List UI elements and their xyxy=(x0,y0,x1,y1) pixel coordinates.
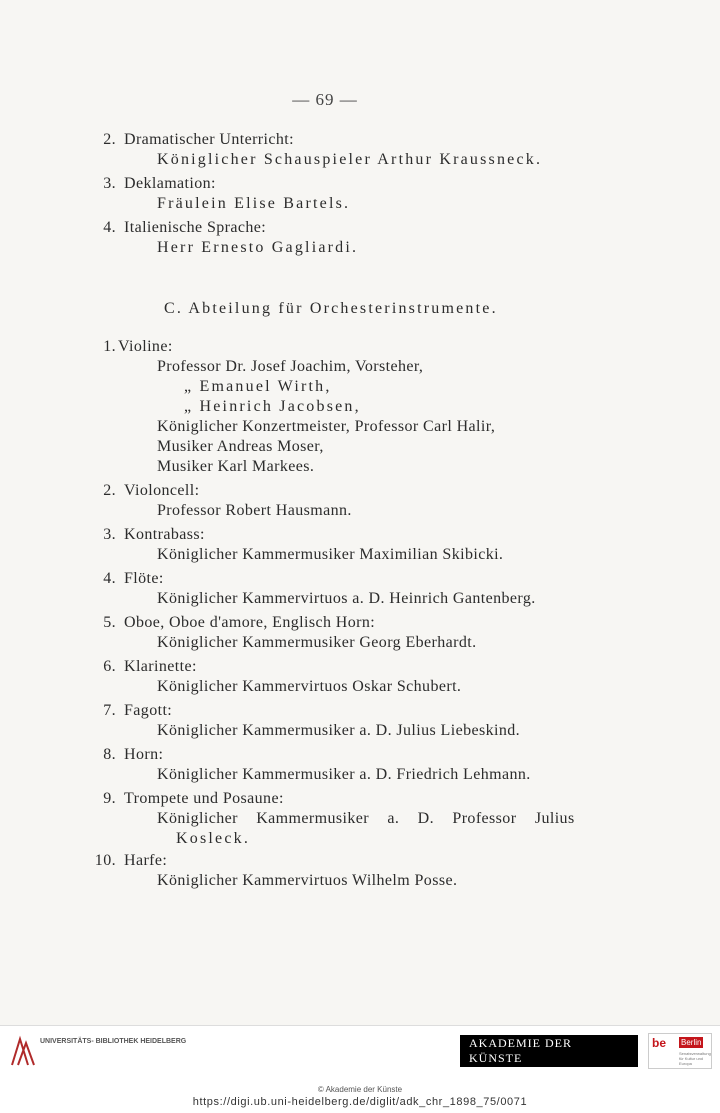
permalink-url[interactable]: https://digi.ub.uni-heidelberg.de/diglit/adk_chr_1898_75/0071 xyxy=(192,1096,528,1108)
item-number: 2. xyxy=(103,131,116,148)
berlin-senate-logo[interactable] xyxy=(648,1033,712,1069)
item-title: Violine: xyxy=(118,338,173,355)
item-entry: Professor Dr. Josef Joachim, Vorsteher, xyxy=(157,358,424,375)
item-entry: Königlicher Konzertmeister, Professor Carl Halir, xyxy=(157,418,496,435)
item-title: Horn: xyxy=(124,746,164,763)
item-entry: „ Emanuel Wirth, xyxy=(184,378,332,395)
item-number: 4. xyxy=(103,570,116,587)
item-entry: Musiker Karl Markees. xyxy=(157,458,315,475)
item-entry: Kosleck. xyxy=(176,830,251,847)
item-number: 3. xyxy=(103,526,116,543)
item-entry: Königlicher Kammervirtuos Oskar Schubert. xyxy=(157,678,462,695)
item-number: 3. xyxy=(103,175,116,192)
item-title: Kontrabass: xyxy=(124,526,205,543)
item-entry: Königlicher Kammervirtuos a. D. Heinrich Gantenberg. xyxy=(157,590,536,607)
item-number: 2. xyxy=(103,482,116,499)
item-entry: Königlicher Kammermusiker a. D. Friedrich Lehmann. xyxy=(157,766,531,783)
item-entry: Königlicher Kammermusiker Maximilian Skibicki. xyxy=(157,546,504,563)
be-logo-text: be xyxy=(652,1036,667,1050)
section-heading: C. Abteilung für Orchesterinstrumente. xyxy=(164,300,498,317)
item-entry: Königlicher Schauspieler Arthur Kraussneck. xyxy=(157,151,543,168)
adk-label: AKADEMIE DER KÜNSTE xyxy=(459,1031,639,1071)
item-title: Deklamation: xyxy=(124,175,216,192)
item-entry: Königlicher Kammermusiker a. D. Professor Julius xyxy=(157,810,575,827)
item-title: Trompete und Posaune: xyxy=(124,790,284,807)
item-number: 7. xyxy=(103,702,116,719)
item-title: Fagott: xyxy=(124,702,173,719)
copyright-notice: © Akademie der Künste xyxy=(317,1085,403,1094)
item-entry: Herr Ernesto Gagliardi. xyxy=(157,239,359,256)
akademie-der-kuenste-logo[interactable] xyxy=(459,1035,639,1067)
item-title: Harfe: xyxy=(124,852,168,869)
item-number: 9. xyxy=(103,790,116,807)
university-library-name: UNIVERSITÄTS- BIBLIOTHEK HEIDELBERG xyxy=(40,1038,187,1045)
item-entry: Professor Robert Hausmann. xyxy=(157,502,352,519)
item-number: 4. xyxy=(103,219,116,236)
item-entry: Königlicher Kammermusiker Georg Eberhardt. xyxy=(157,634,477,651)
item-number: 1. xyxy=(103,338,116,355)
item-title: Italienische Sprache: xyxy=(124,219,267,236)
berlin-logo-text: Berlin xyxy=(681,1038,702,1047)
item-number: 6. xyxy=(103,658,116,675)
item-entry: Königlicher Kammervirtuos Wilhelm Posse. xyxy=(157,872,458,889)
item-entry: Musiker Andreas Moser, xyxy=(157,438,324,455)
item-title: Flöte: xyxy=(124,570,164,587)
item-entry: „ Heinrich Jacobsen, xyxy=(184,398,361,415)
item-title: Oboe, Oboe d'amore, Englisch Horn: xyxy=(124,614,376,631)
item-number: 8. xyxy=(103,746,116,763)
page-number: — 69 — xyxy=(292,90,358,109)
senate-label: Senatsverwaltung für Kultur und Europa xyxy=(679,1051,711,1066)
item-number: 10. xyxy=(94,852,116,869)
item-title: Klarinette: xyxy=(124,658,197,675)
item-entry: Fräulein Elise Bartels. xyxy=(157,195,351,212)
item-title: Violoncell: xyxy=(124,482,200,499)
item-number: 5. xyxy=(103,614,116,631)
item-title: Dramatischer Unterricht: xyxy=(124,131,294,148)
item-entry: Königlicher Kammermusiker a. D. Julius Liebeskind. xyxy=(157,722,521,739)
